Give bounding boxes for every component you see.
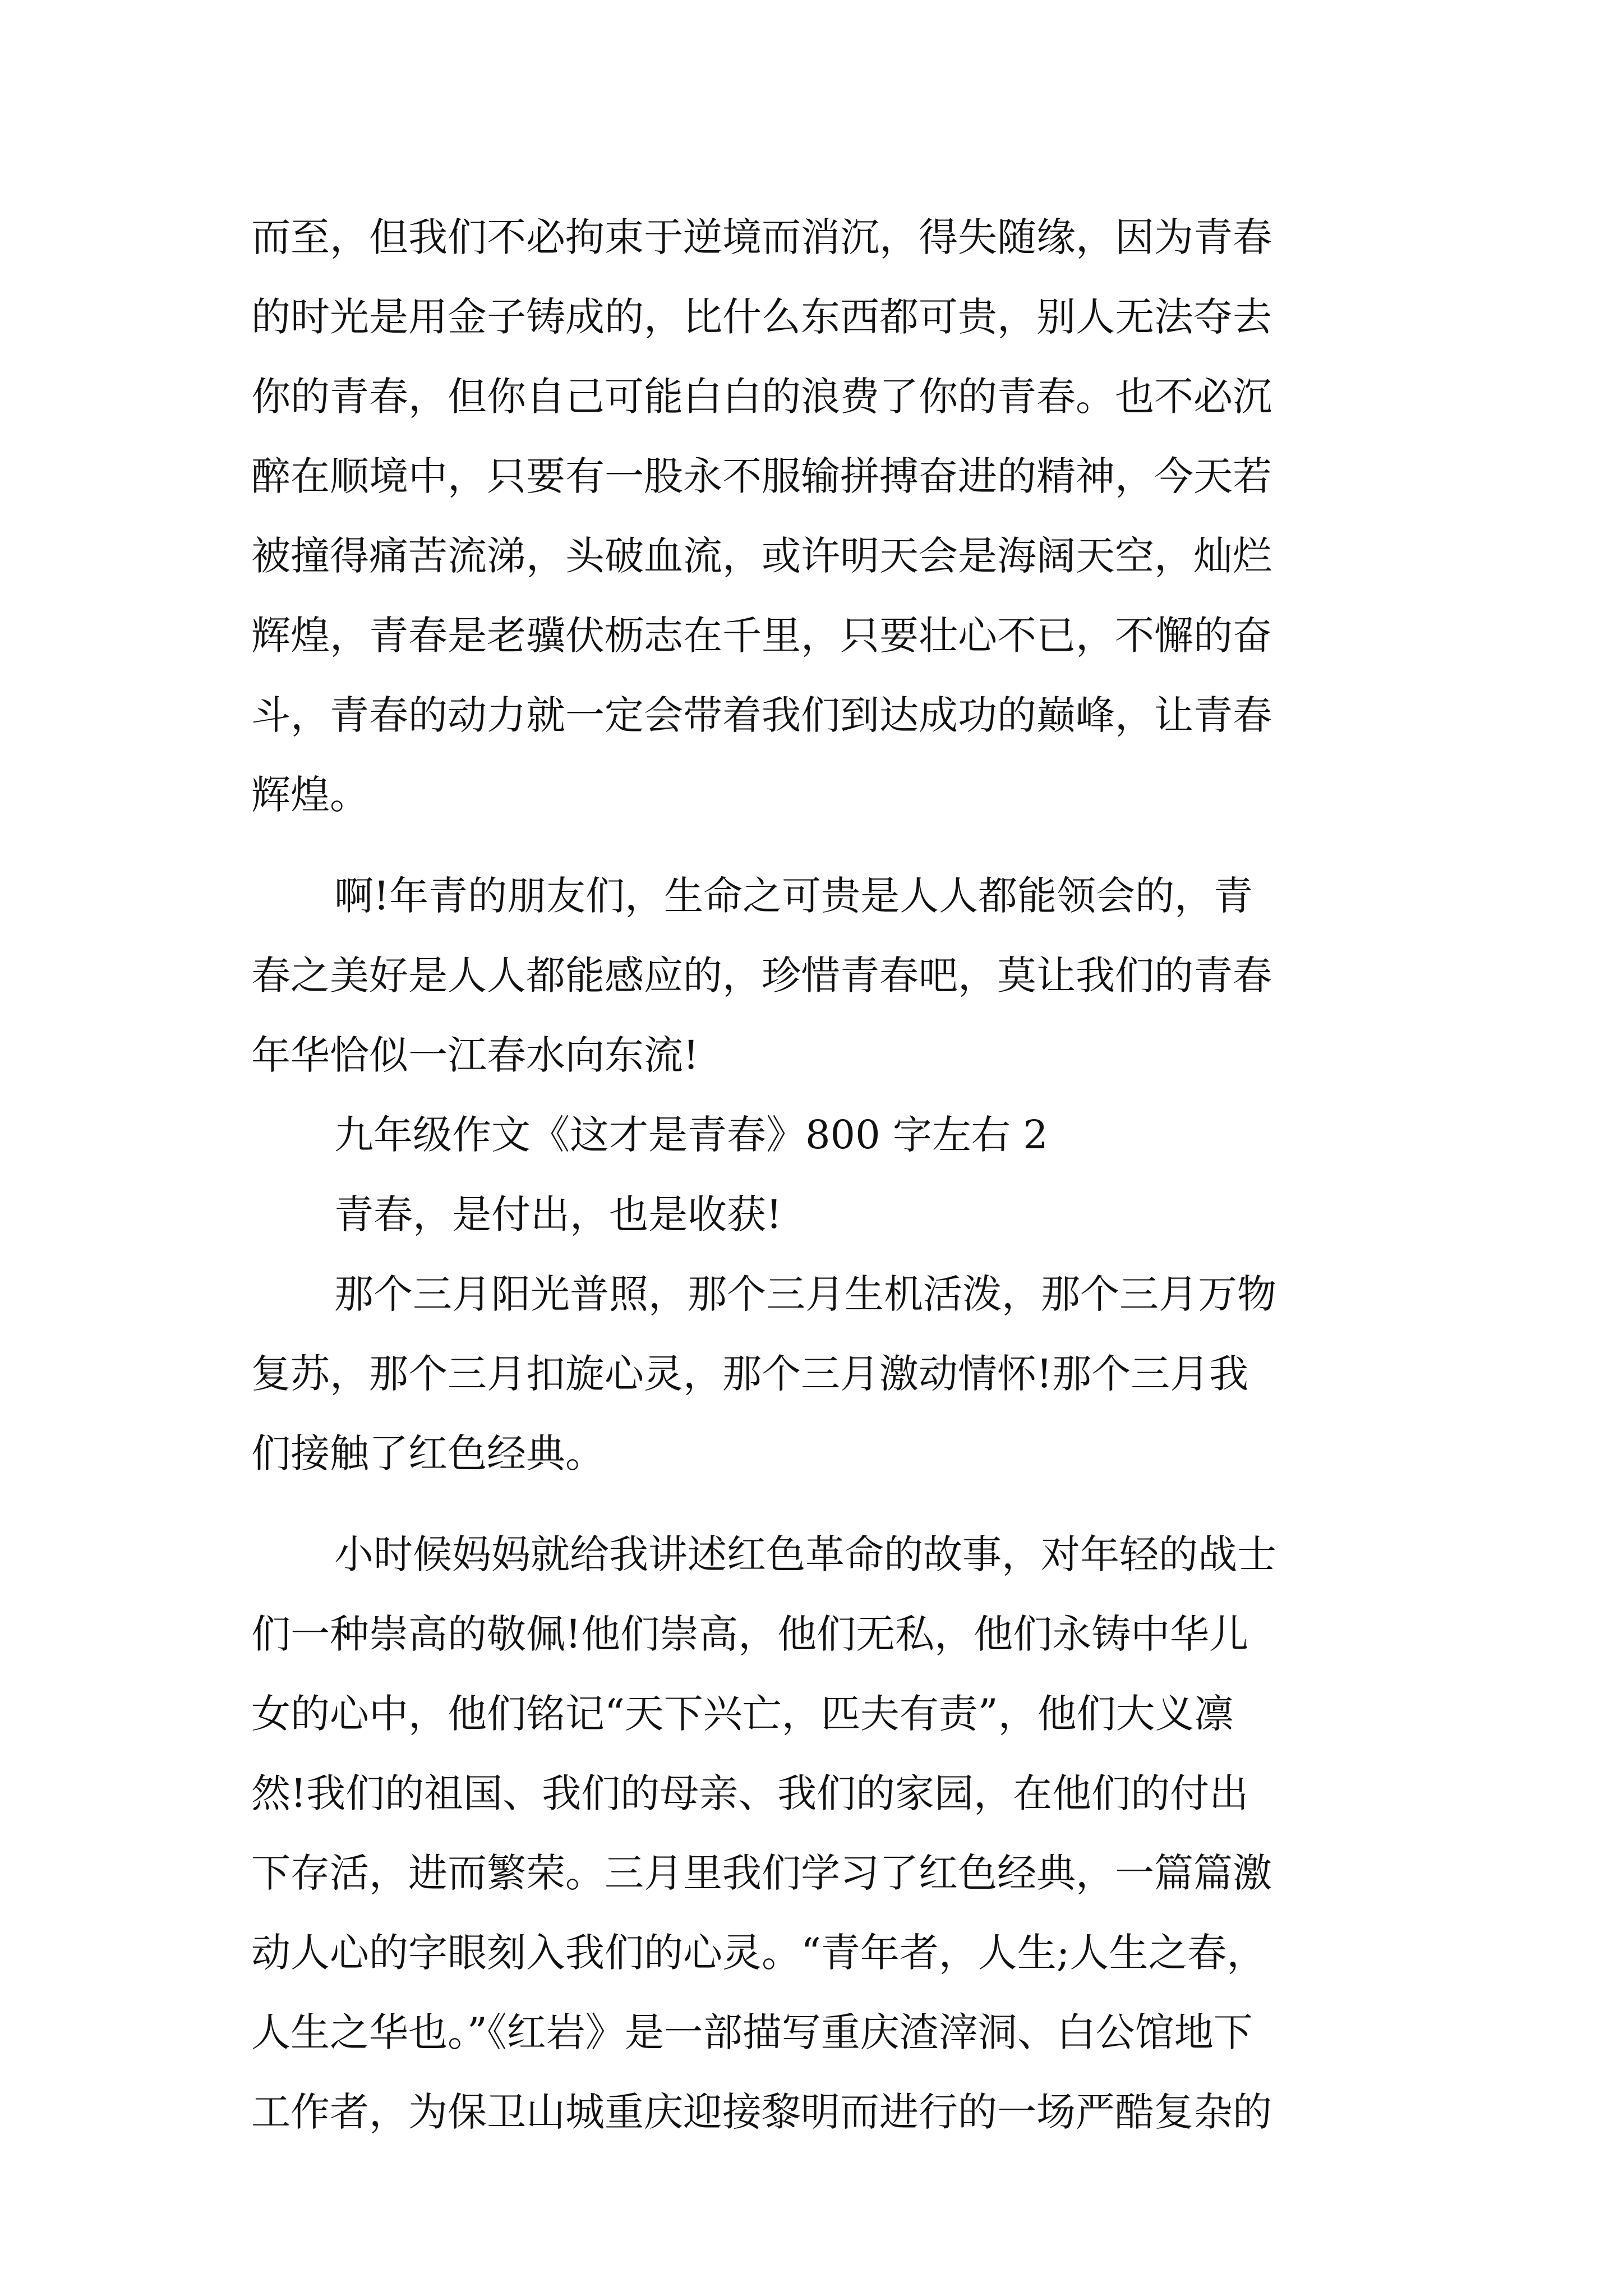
text-line: 啊!年青的朋友们，生命之可贵是人人都能领会的，青 <box>334 873 1253 919</box>
text-line: 辉煌，青春是老骥伏枥志在千里，只要壮心不已，不懈的奋 <box>251 613 1272 659</box>
text-line: 被撞得痛苦流涕，头破血流，或许明天会是海阔天空，灿烂 <box>251 533 1272 579</box>
paragraph-3 <box>251 1175 1382 1254</box>
text-line: 春之美好是人人都能感应的，珍惜青春吧，莫让我们的青春 <box>251 953 1272 999</box>
text-line: 复苏，那个三月扣旋心灵，那个三月激动情怀!那个三月我 <box>251 1351 1249 1397</box>
paragraph-4 <box>251 1254 1382 1493</box>
text-line: 人生之华也。”《红岩》是一部描写重庆渣滓洞、白公馆地下 <box>251 2009 1253 2055</box>
text-line: 年华恰似一江春水向东流! <box>251 1032 699 1078</box>
text-line: 青春，是付出，也是收获! <box>334 1191 782 1237</box>
text-line: 工作者，为保卫山城重庆迎接黎明而进行的一场严酷复杂的 <box>251 2089 1272 2135</box>
text-line: 们接触了红色经典。 <box>251 1430 605 1476</box>
paragraph-2 <box>251 856 1382 1095</box>
text-line: 你的青春，但你自己可能白白的浪费了你的青春。也不必沉 <box>251 374 1272 420</box>
text-line: 女的心中，他们铭记“天下兴亡，匹夫有责”，他们大义凛 <box>251 1691 1234 1737</box>
paragraph-5 <box>251 1515 1382 2152</box>
text-line: 然!我们的祖国、我们的母亲、我们的家园，在他们的付出 <box>251 1770 1249 1816</box>
text-line: 动人心的字眼刻入我们的心灵。“青年者，人生;人生之春， <box>251 1930 1266 1976</box>
text-line: 们一种崇高的敬佩!他们崇高，他们无私，他们永铸中华儿 <box>251 1611 1249 1657</box>
text-line: 斗，青春的动力就一定会带着我们到达成功的巅峰，让青春 <box>251 692 1272 738</box>
paragraph-spacer <box>251 835 1382 856</box>
paragraph-spacer <box>251 1493 1382 1515</box>
text-line: 小时候妈妈就给我讲述红色革命的故事，对年轻的战士 <box>334 1531 1276 1577</box>
heading-line: 九年级作文《这才是青春》800 字左右 2 <box>334 1112 1048 1158</box>
document-body <box>251 197 1382 2152</box>
section-heading <box>251 1095 1382 1175</box>
text-line: 醉在顺境中，只要有一股永不服输拼搏奋进的精神，今天若 <box>251 453 1272 499</box>
text-line: 辉煌。 <box>251 772 369 818</box>
text-line: 而至，但我们不必拘束于逆境而消沉，得失随缘，因为青春 <box>251 214 1272 260</box>
paragraph-1 <box>251 197 1382 835</box>
text-line: 的时光是用金子铸成的，比什么东西都可贵，别人无法夺去 <box>251 294 1272 340</box>
text-line: 那个三月阳光普照，那个三月生机活泼，那个三月万物 <box>334 1271 1276 1317</box>
text-line: 下存活，进而繁荣。三月里我们学习了红色经典，一篇篇激 <box>251 1850 1272 1896</box>
